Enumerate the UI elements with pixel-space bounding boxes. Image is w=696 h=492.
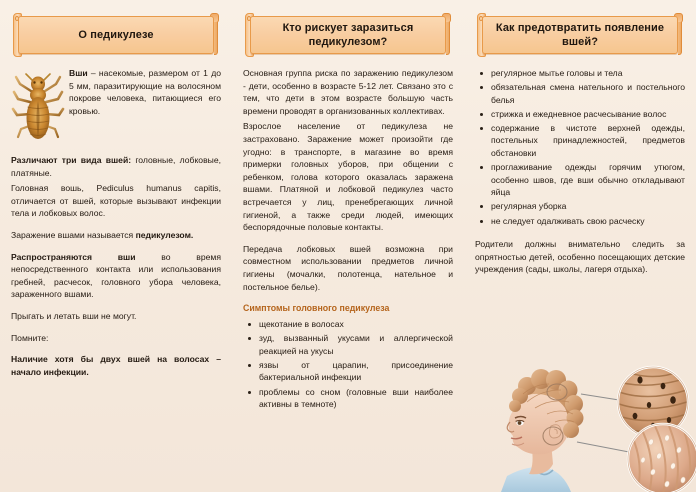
intro-lead: Вши — [69, 68, 88, 78]
paragraph-pubic-lice-transfer: Передача лобковых вшей возможна при совместном использовании предметов личной гигиены (мочалки, полотенца, нательное и постельное белье). — [243, 243, 453, 292]
paragraph-lice-types — [11, 154, 221, 179]
banner-body — [18, 16, 214, 54]
column-2-body — [241, 57, 455, 492]
banner-body — [250, 16, 446, 54]
list-item: не следует одалживать свою расческу — [475, 215, 685, 228]
column-1-body — [9, 57, 223, 492]
symptoms-list — [243, 318, 453, 411]
paragraph-no-jump-fly — [11, 310, 221, 323]
paragraph-infestation-name — [11, 229, 221, 242]
scroll-curl-right-tail-icon — [678, 22, 682, 55]
banner-body — [482, 16, 678, 54]
list-item: проблемы со сном (головные вши наиболее активны в темноте) — [243, 386, 453, 411]
banner-about-pediculosis — [11, 13, 221, 57]
intro-block — [11, 67, 221, 145]
list-item: язвы от царапин, присоединение бактериальной инфекции — [243, 359, 453, 384]
banner-title-2: Кто рискует заразиться педикулезом? — [282, 22, 414, 48]
list-item: регулярная уборка — [475, 200, 685, 213]
paragraph-infestation-name-bold: педикулезом. — [135, 229, 194, 240]
intro-rest: – насекомые, размером от 1 до 5 мм, паразитирующие на волосяном покрове человека, питающиеся его кровью. — [69, 68, 221, 116]
paragraph-lice-types-lead: Различают три вида вшей: — [11, 155, 132, 165]
list-item: содержание в чистоте верхней одежды, постельных принадлежностей, предметов обстановки — [475, 122, 685, 160]
column-about-pediculosis — [0, 0, 232, 492]
list-item: стрижка и ежедневное расчесывание волос — [475, 108, 685, 121]
paragraph-head-louse — [11, 182, 221, 220]
paragraph-remember-text: Помните: — [11, 332, 49, 343]
boy-head-with-lice-magnified — [477, 364, 693, 492]
column-who-is-at-risk — [232, 0, 464, 492]
section-heading-symptoms: Симптомы головного педикулеза — [243, 303, 390, 314]
banner-title-3: Как предотвратить появление вшей? — [495, 22, 665, 48]
banner-who-is-at-risk — [243, 13, 453, 57]
scroll-curl-right-tail-icon — [446, 22, 450, 55]
paragraph-lice-types-rest: головные, лобковые, платяные. — [11, 155, 221, 178]
paragraph-transmission-lead: Распространяются вши — [11, 251, 136, 262]
paragraph-adults-risk: Взрослое население от педикулеза не застраховано. Заражение может произойти где угодно: в транспорте, в магазине во время примерки головных уборов, при общении с ребенком, голова которого оказалась заражена вшами. Платяной и лобковой педикулез часто встречается у лиц, пренебрегающих личной гигиеной, а также среди людей, имеющих беспорядочные половые контакты. — [243, 121, 453, 233]
banner-title-1: О педикулезе — [78, 29, 154, 41]
column-prevention — [464, 0, 696, 492]
louse-illustration — [11, 69, 65, 145]
list-item: обязательная смена нательного и постельного белья — [475, 81, 685, 106]
paragraph-risk-group-children: Основная группа риска по заражению педикулезом - дети, особенно в возрасте 5-12 лет. Связано это с тем, что дети в этом возрасте большую часть времени проводят в организованных коллективах. — [243, 68, 453, 116]
banner-prevention — [475, 13, 685, 57]
paragraph-infestation-name-text: Заражение вшами называется — [11, 229, 136, 240]
paragraph-transmission-rest: во время непосредственного контакта или использования гребней, расчесок, головного убора человека, зараженного вшами. — [11, 251, 221, 300]
paragraph-head-louse-text: Головная вошь, Pediculus humanus capitis, отличается от вшей, которые вызывают инфекции тела и лобковых волос. — [11, 183, 221, 219]
paragraph-parents-advice: Родители должны внимательно следить за опрятностью детей, особенно посещающих детские учреждения (сады, школы, лагеря отдыха). — [475, 239, 685, 275]
list-item: щекотание в волосах — [243, 318, 453, 331]
paragraph-no-jump-fly-text: Прыгать и летать вши не могут. — [11, 310, 137, 321]
column-3-body — [473, 57, 687, 492]
paragraph-transmission — [11, 251, 221, 301]
prevention-list — [475, 67, 685, 227]
intro-text — [69, 67, 221, 117]
closing-bold-statement — [11, 353, 221, 378]
scroll-curl-right-tail-icon — [214, 22, 218, 55]
list-item: проглаживание одежды горячим утюгом, особенно швов, где вши обычно откладывают яйца — [475, 161, 685, 199]
list-item: зуд, вызванный укусами и аллергической реакцией на укусы — [243, 332, 453, 357]
closing-bold-statement-text: Наличие хотя бы двух вшей на волосах – начало инфекции. — [11, 354, 221, 377]
list-item: регулярное мытье головы и тела — [475, 67, 685, 80]
paragraph-remember — [11, 332, 221, 345]
